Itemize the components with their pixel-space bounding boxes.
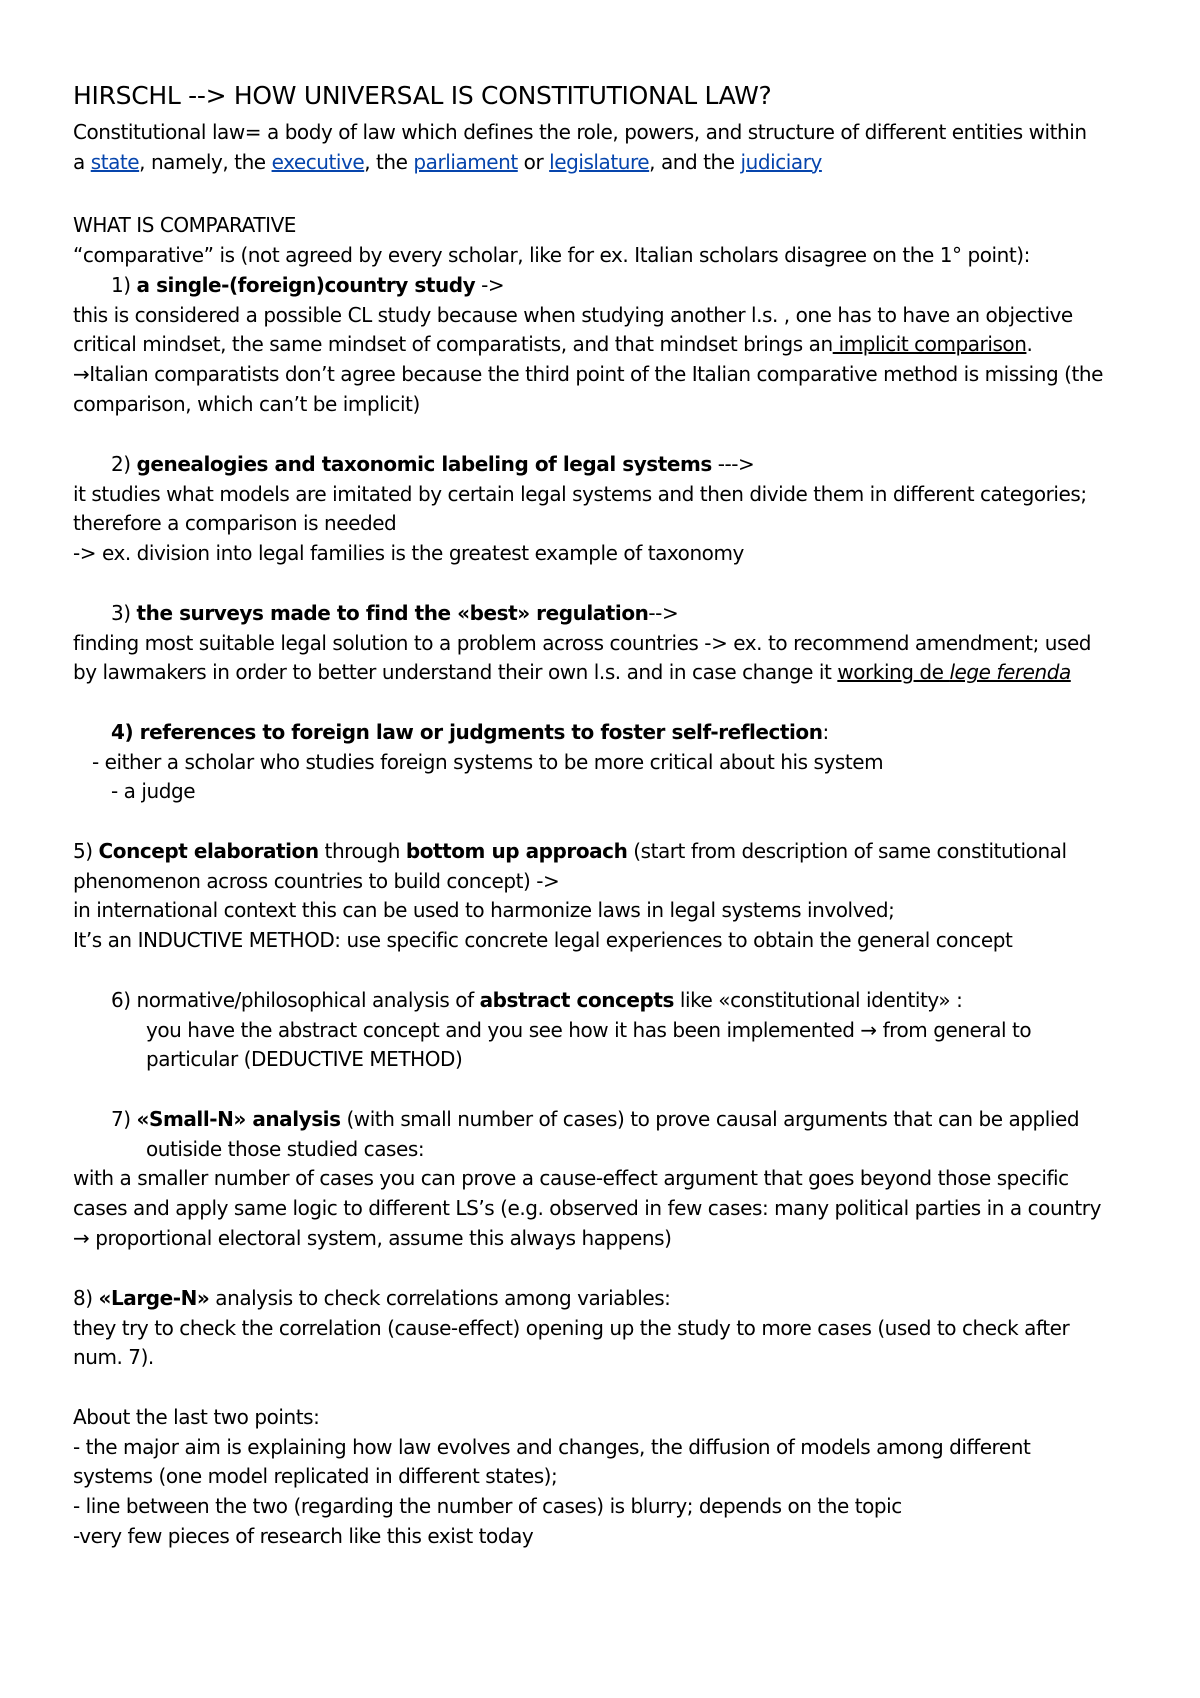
point-3-line-2: by lawmakers in order to better understand their own l.s. and in case change it working de lege ferenda (73, 660, 1071, 685)
point-4 (73, 718, 883, 807)
point-6 (73, 986, 1031, 1075)
point-1-line-2: critical mindset, the same mindset of comparatists, and that mindset brings an implicit comparison. (73, 332, 1033, 357)
point-8-heading: 8) «Large-N» analysis to check correlations among variables: (73, 1286, 671, 1310)
point-1-line-3: →Italian comparatists don’t agree because the third point of the Italian comparative method is missing (the (73, 362, 1103, 387)
point-7-line-2: outiside those studied cases: (146, 1136, 425, 1161)
point-8-line-3: num. 7). (73, 1345, 154, 1370)
point-8-line-2: they try to check the correlation (cause-effect) opening up the study to more cases (used to check after (73, 1315, 1070, 1340)
point-4-line-2: - a judge (111, 779, 196, 804)
document-title: HIRSCHL --> HOW UNIVERSAL IS CONSTITUTIONAL LAW? (73, 81, 772, 110)
point-6-line-2: you have the abstract concept and you see how it has been implemented → from general to (146, 1017, 1032, 1042)
point-5-line-3: in international context this can be used to harmonize laws in legal systems involved; (73, 898, 895, 923)
point-8 (73, 1284, 1069, 1373)
intro-line: “comparative” is (not agreed by every scholar, like for ex. Italian scholars disagree on the 1° point): (73, 243, 1030, 267)
section-heading: WHAT IS COMPARATIVE (73, 213, 296, 237)
point-7-line-3: with a smaller number of cases you can prove a cause-effect argument that goes beyond those specific (73, 1166, 1069, 1191)
definition-line-1: Constitutional law= a body of law which defines the role, powers, and structure of different entities within (73, 120, 1087, 144)
link-parliament[interactable]: parliament (413, 149, 518, 174)
closing-line-1: About the last two points: (73, 1405, 320, 1429)
link-state[interactable]: state (90, 149, 140, 174)
definition-line-2: a state, namely, the executive, the parliament or legislature, and the judiciary (73, 149, 822, 174)
point-3-line-1: finding most suitable legal solution to a problem across countries -> ex. to recommend amendment; used (73, 630, 1092, 655)
point-5-line-2: phenomenon across countries to build concept) -> (73, 868, 560, 893)
definition-paragraph (73, 118, 1087, 177)
closing-line-4: - line between the two (regarding the number of cases) is blurry; depends on the topic (73, 1494, 902, 1519)
closing-line-3: systems (one model replicated in different states); (73, 1464, 558, 1489)
point-5-heading: 5) Concept elaboration through bottom up approach (start from description of same constitutional (73, 839, 1067, 863)
point-5-line-4: It’s an INDUCTIVE METHOD: use specific concrete legal experiences to obtain the general concept (73, 928, 1013, 953)
point-2-line-3: -> ex. division into legal families is the greatest example of taxonomy (73, 541, 744, 566)
point-1-line-4: comparison, which can’t be implicit) (73, 391, 420, 416)
closing-notes (73, 1403, 1030, 1552)
link-judiciary[interactable]: judiciary (740, 149, 822, 174)
point-7-line-5: → proportional electoral system, assume this always happens) (73, 1225, 672, 1250)
point-1-heading: 1) a single-(foreign)country study -> (111, 273, 505, 297)
closing-line-2: - the major aim is explaining how law evolves and changes, the diffusion of models among different (73, 1434, 1031, 1459)
point-3 (73, 599, 1091, 688)
point-2-heading: 2) genealogies and taxonomic labeling of legal systems ---> (111, 452, 755, 476)
point-1 (73, 271, 1103, 420)
point-7-heading: 7) «Small-N» analysis (with small number of cases) to prove causal arguments that can be applied (111, 1107, 1080, 1131)
point-4-heading: 4) references to foreign law or judgments to foster self-reflection: (111, 720, 829, 744)
point-4-line-1: - either a scholar who studies foreign systems to be more critical about his system (92, 749, 884, 774)
point-2 (73, 450, 1087, 569)
link-executive[interactable]: executive (271, 149, 365, 174)
point-2-line-2: therefore a comparison is needed (73, 511, 397, 536)
point-2-line-1: it studies what models are imitated by certain legal systems and then divide them in different categories; (73, 481, 1087, 506)
link-legislature[interactable]: legislature (549, 149, 650, 174)
point-7 (73, 1105, 1101, 1254)
closing-line-5: -very few pieces of research like this exist today (73, 1523, 534, 1548)
point-1-line-1: this is considered a possible CL study because when studying another l.s. , one has to have an objective (73, 302, 1073, 327)
point-5 (73, 837, 1067, 956)
point-7-line-4: cases and apply same logic to different LS’s (e.g. observed in few cases: many political parties in a country (73, 1196, 1101, 1221)
point-6-line-3: particular (DEDUCTIVE METHOD) (146, 1047, 463, 1072)
point-6-heading: 6) normative/philosophical analysis of abstract concepts like «constitutional identity» : (111, 988, 963, 1012)
point-3-heading: 3) the surveys made to find the «best» regulation--> (111, 601, 679, 625)
